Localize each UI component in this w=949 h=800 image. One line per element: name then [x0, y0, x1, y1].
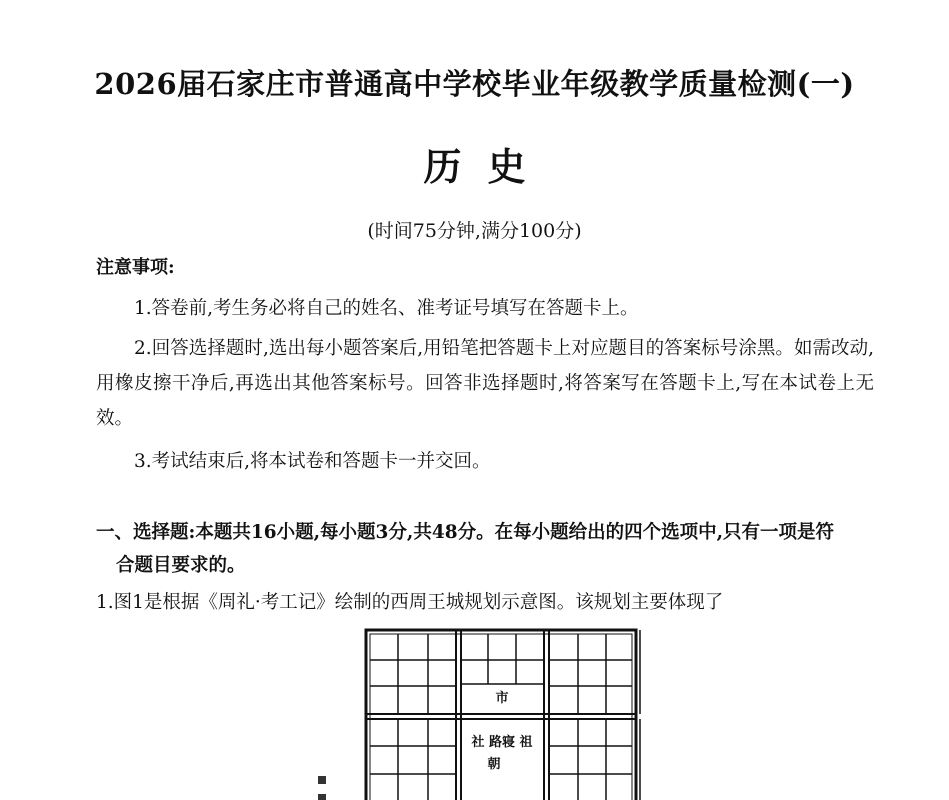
question-1: 1.图1是根据《周礼·考工记》绘制的西周王城规划示意图。该规划主要体现了 — [96, 592, 724, 613]
section-heading-line-2: 合题目要求的。 — [116, 555, 246, 576]
exam-title: 2026届石家庄市普通高中学校毕业年级教学质量检测(一) — [94, 67, 855, 101]
block-bottom-right — [549, 719, 632, 800]
city-plan-diagram — [310, 622, 670, 800]
notice-item-3-text: 3.考试结束后,将本试卷和答题卡一并交回。 — [134, 451, 491, 472]
notice-item-1 — [96, 291, 874, 326]
section-heading-line-1: 一、选择题:本题共16小题,每小题3分,共48分。在每小题给出的四个选项中,只有一项是符 — [96, 522, 835, 543]
block-top-right — [549, 634, 632, 714]
block-top-left — [370, 634, 456, 714]
main-road-horizontal — [366, 714, 636, 719]
block-bottom-left — [370, 719, 456, 800]
notice-item-3 — [96, 444, 874, 479]
time-note: (时间75分钟,满分100分) — [367, 220, 582, 242]
notice-item-2 — [96, 331, 874, 436]
notice-item-2-text: 2.回答选择题时,选出每小题答案后,用铅笔把答题卡上对应题目的答案标号涂黑。如需改动,用橡皮擦干净后,再选出其他答案标号。回答非选择题时,将答案写在答题卡上,写在本试卷上无效。 — [96, 338, 874, 429]
legend-markers — [318, 776, 326, 800]
block-top-middle — [461, 634, 544, 684]
notice-heading: 注意事项: — [96, 257, 175, 278]
section-heading — [96, 516, 874, 582]
subject-title: 历史 — [423, 144, 552, 189]
notice-item-1-text: 1.答卷前,考生务必将自己的姓名、准考证号填写在答题卡上。 — [134, 298, 639, 319]
label-center: 社 路寝 祖 — [471, 735, 533, 750]
label-market: 市 — [495, 691, 509, 706]
label-court: 朝 — [487, 757, 501, 772]
